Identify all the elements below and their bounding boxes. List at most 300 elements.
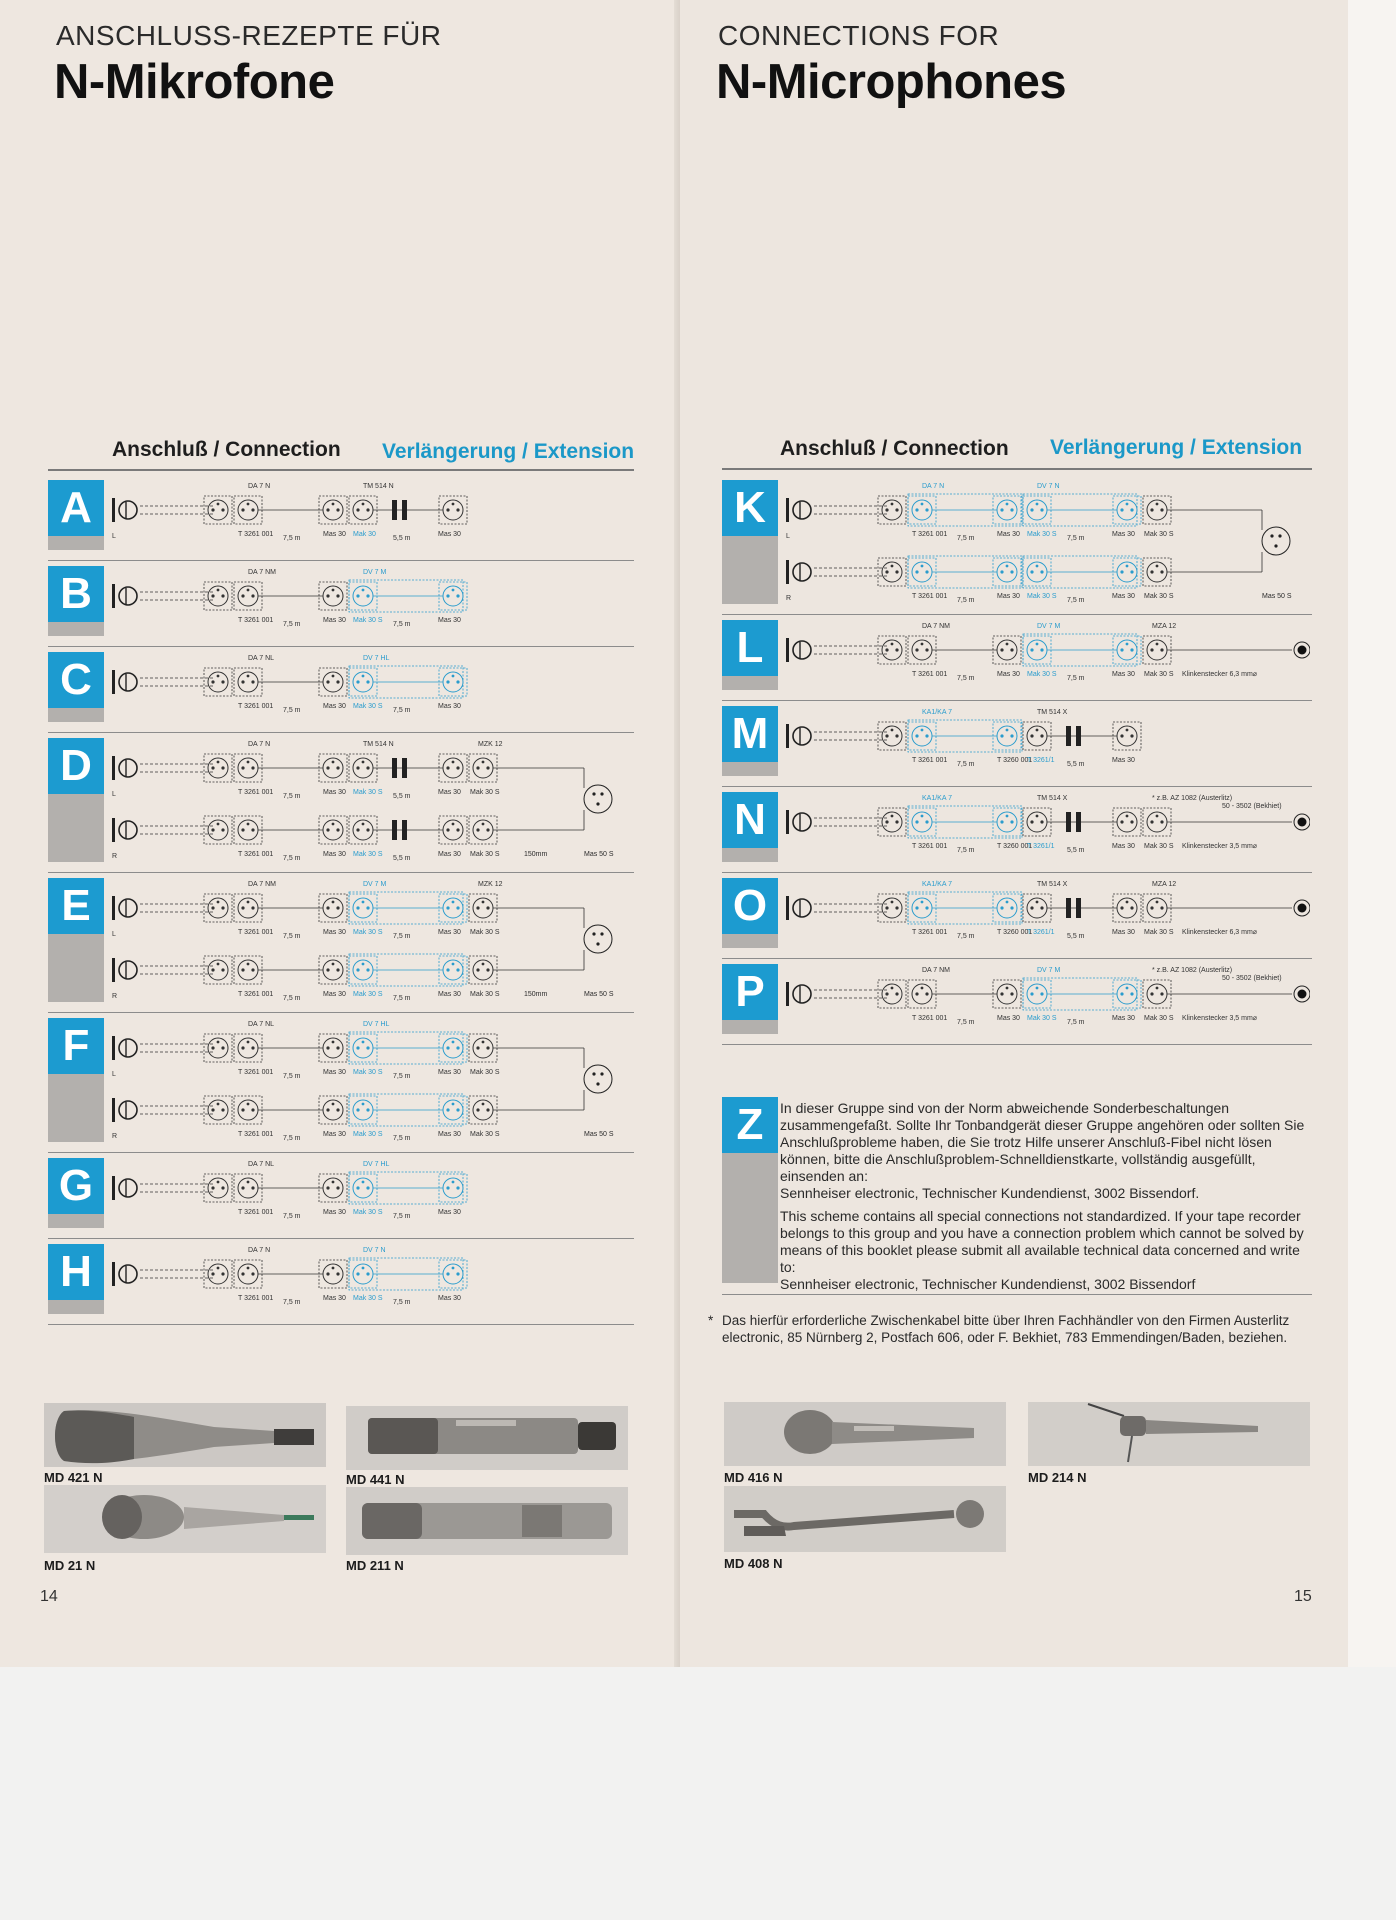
channel-0 xyxy=(112,1021,538,1080)
wiring-diagram xyxy=(108,1018,632,1148)
plug-6-pin xyxy=(1160,648,1163,651)
plug-4-pin xyxy=(366,1108,369,1111)
plug-1-pin xyxy=(895,734,898,737)
plug-4-pin xyxy=(362,1267,365,1270)
label-b1: T 3261 001 xyxy=(912,843,948,850)
plug-1-pin xyxy=(221,1108,224,1111)
plug-3-pin xyxy=(1006,643,1009,646)
label-b2: Mas 30 xyxy=(323,617,346,624)
plug-4-pin xyxy=(1036,901,1039,904)
row-z-letter: Z xyxy=(736,1100,764,1149)
plug-6-pin xyxy=(476,1046,479,1049)
plug-3-pin xyxy=(1006,901,1009,904)
plug-6-pin xyxy=(1150,508,1153,511)
label-len2: 5,5 m xyxy=(1067,761,1085,768)
label-a1: DA 7 N xyxy=(248,741,271,748)
plug-1-pin xyxy=(221,906,224,909)
plug-3-pin xyxy=(336,1108,339,1111)
row-letter: E xyxy=(61,881,91,930)
row-c xyxy=(48,652,634,728)
label-b5: Mak 30 S xyxy=(470,991,500,998)
label-b1: T 3261 001 xyxy=(238,789,274,796)
row-divider xyxy=(722,614,1312,615)
plug-5-pin xyxy=(446,680,449,683)
label-b2: Mas 30 xyxy=(323,789,346,796)
row-n xyxy=(722,792,1312,868)
channel-0 xyxy=(112,483,467,542)
plug-1-pin xyxy=(895,906,898,909)
label-b1: T 3261 001 xyxy=(238,1131,274,1138)
channel-0 xyxy=(786,483,1212,542)
channel-0 xyxy=(786,709,1141,768)
label-b4: Mas 30 xyxy=(1112,929,1135,936)
stereo-junction xyxy=(524,768,614,858)
plug-5-pin xyxy=(456,906,459,909)
plug-5-pin xyxy=(452,1041,455,1044)
mic-symbol-bar xyxy=(112,1036,115,1060)
transformer-icon xyxy=(1066,726,1071,746)
plug-2-pin xyxy=(925,992,928,995)
plug-2-pin xyxy=(251,766,254,769)
mic-symbol-bar xyxy=(786,498,789,522)
label-len1: 7,5 m xyxy=(283,793,301,800)
plug-3-pin xyxy=(1010,648,1013,651)
label-b3: T 3261/1 xyxy=(1027,843,1055,850)
label-len2: 7,5 m xyxy=(1067,597,1085,604)
label-b2: Mas 30 xyxy=(323,1131,346,1138)
left-header-rule xyxy=(48,469,634,471)
plug-2-pin xyxy=(241,906,244,909)
plug-1-pin xyxy=(217,503,220,506)
plug-4-pin xyxy=(1040,906,1043,909)
plug-3-pin xyxy=(1010,734,1013,737)
plug-2-pin xyxy=(247,589,250,592)
mic-symbol-bar xyxy=(112,498,115,522)
transformer-icon xyxy=(392,500,397,520)
plug-5-pin xyxy=(452,823,455,826)
transformer-icon xyxy=(392,758,397,778)
label-b3: Mak 30 S xyxy=(1027,671,1057,678)
row-g xyxy=(48,1158,634,1234)
plug-4-pin xyxy=(1030,648,1033,651)
plug-6-pin xyxy=(482,1041,485,1044)
plug-4-pin xyxy=(366,766,369,769)
plug-4-pin xyxy=(366,1272,369,1275)
transformer-icon xyxy=(1066,812,1071,832)
label-b3: Mak 30 S xyxy=(353,991,383,998)
plug-4-pin xyxy=(1040,508,1043,511)
plug-5-pin xyxy=(1126,815,1129,818)
label-b4: Mas 30 xyxy=(1112,757,1135,764)
din-pin xyxy=(600,792,603,795)
row-letter-grey-bar xyxy=(48,1300,104,1314)
label-len1: 7,5 m xyxy=(957,847,975,854)
left-kicker: ANSCHLUSS-REZEPTE FÜR xyxy=(56,20,442,51)
plug-5-pin xyxy=(456,1108,459,1111)
plug-4-pin xyxy=(356,1272,359,1275)
wiring-diagram xyxy=(108,878,632,1008)
right-page xyxy=(680,0,1348,1667)
label-len2: 7,5 m xyxy=(1067,1019,1085,1026)
label-len2: 5,5 m xyxy=(1067,847,1085,854)
jack-icon-core xyxy=(1298,646,1307,655)
label-b4: Mas 30 xyxy=(1112,671,1135,678)
plug-2-pin xyxy=(251,968,254,971)
label-a2: DV 7 M xyxy=(363,569,387,576)
plug-6-pin xyxy=(476,828,479,831)
label-len1: 7,5 m xyxy=(957,675,975,682)
plug-3-pin xyxy=(332,589,335,592)
label-b3: Mak 30 S xyxy=(353,617,383,624)
plug-3-pin xyxy=(332,1267,335,1270)
plug-4-pin xyxy=(356,680,359,683)
plug-5-pin xyxy=(1120,570,1123,573)
plug-5-pin xyxy=(1130,508,1133,511)
plug-2-pin xyxy=(921,643,924,646)
plug-3-pin xyxy=(326,766,329,769)
plug-5-pin xyxy=(1120,906,1123,909)
mic-photo-md416n xyxy=(724,1402,1006,1466)
mic-symbol-bar xyxy=(112,584,115,608)
plug-4-pin xyxy=(362,963,365,966)
plug-4-pin xyxy=(362,1103,365,1106)
channel-0 xyxy=(786,881,1310,940)
label-a2: DV 7 HL xyxy=(363,655,390,662)
row-z xyxy=(722,1097,1312,1292)
mic-symbol xyxy=(119,1179,137,1197)
label-len2: 7,5 m xyxy=(393,621,411,628)
row-letter: N xyxy=(734,795,766,844)
plug-3-pin xyxy=(336,594,339,597)
label-a1: DA 7 NL xyxy=(248,1021,275,1028)
plug-5-pin xyxy=(446,766,449,769)
plug-5-pin xyxy=(456,766,459,769)
label-b2: Mas 30 xyxy=(997,531,1020,538)
plug-1-pin xyxy=(217,823,220,826)
plug-3-pin xyxy=(336,968,339,971)
label-len2: 5,5 m xyxy=(1067,933,1085,940)
plug-2-pin xyxy=(247,761,250,764)
channel-0 xyxy=(786,623,1310,682)
plug-5-pin xyxy=(1126,565,1129,568)
label-len1: 7,5 m xyxy=(283,1213,301,1220)
label-len1: 7,5 m xyxy=(283,855,301,862)
wiring-diagram xyxy=(108,738,632,868)
plug-1-pin xyxy=(885,734,888,737)
din-pin xyxy=(1274,544,1277,547)
plug-3-pin xyxy=(1000,992,1003,995)
channel-label: R xyxy=(112,1133,118,1140)
mic-label-md408n: MD 408 N xyxy=(724,1556,783,1571)
right-header-rule xyxy=(722,468,1312,470)
plug-1-pin xyxy=(211,766,214,769)
row-divider xyxy=(48,1152,634,1153)
plug-3-pin xyxy=(332,823,335,826)
label-len2: 7,5 m xyxy=(393,995,411,1002)
plug-2-pin xyxy=(251,1186,254,1189)
plug-3-pin xyxy=(332,1041,335,1044)
row-a xyxy=(48,480,634,556)
plug-1-pin xyxy=(211,1108,214,1111)
label-b6: Klinkenstecker 6,3 mm⌀ xyxy=(1182,929,1258,936)
label-b2: Mas 30 xyxy=(323,851,346,858)
label-len1: 7,5 m xyxy=(283,1073,301,1080)
plug-6-pin xyxy=(1156,987,1159,990)
plug-2-pin xyxy=(241,766,244,769)
label-b5: Mak 30 S xyxy=(470,929,500,936)
plug-2-pin xyxy=(921,503,924,506)
mic-label-md21n: MD 21 N xyxy=(44,1558,96,1573)
din-socket-icon xyxy=(584,1065,612,1093)
label-a1: DA 7 NL xyxy=(248,655,275,662)
label-a2: DV 7 M xyxy=(1037,967,1061,974)
plug-4-pin xyxy=(362,675,365,678)
mic-label-md211n: MD 211 N xyxy=(346,1558,404,1573)
plug-6-pin xyxy=(486,906,489,909)
plug-5-pin xyxy=(456,828,459,831)
din-socket-icon xyxy=(1262,527,1290,555)
plug-1-pin xyxy=(217,761,220,764)
row-d xyxy=(48,738,634,868)
plug-4-pin xyxy=(1036,565,1039,568)
plug-4-pin xyxy=(356,508,359,511)
label-b2: Mas 30 xyxy=(323,1295,346,1302)
plug-4-pin xyxy=(366,828,369,831)
label-b4: Mas 30 xyxy=(1112,531,1135,538)
plug-5-pin xyxy=(1130,992,1133,995)
label-b2: T 3260 001 xyxy=(997,843,1033,850)
plug-5-pin xyxy=(452,1103,455,1106)
plug-4-pin xyxy=(356,828,359,831)
plug-1-pin xyxy=(217,1267,220,1270)
plug-6-pin xyxy=(1160,570,1163,573)
label-b4: Mas 30 xyxy=(438,929,461,936)
plug-5-pin xyxy=(446,968,449,971)
label-end: Mas 50 S xyxy=(1262,593,1292,600)
jack-icon-core xyxy=(1298,904,1307,913)
din-socket-icon xyxy=(584,785,612,813)
stereo-junction xyxy=(538,1048,614,1138)
label-b2: Mas 30 xyxy=(323,1209,346,1216)
row-letter: G xyxy=(58,1161,94,1210)
plug-2-pin xyxy=(915,906,918,909)
plug-4-pin xyxy=(1030,570,1033,573)
plug-1-pin xyxy=(885,508,888,511)
plug-4-pin xyxy=(1036,729,1039,732)
plug-1-pin xyxy=(891,643,894,646)
plug-2-pin xyxy=(925,734,928,737)
right-col-extension: Verlängerung / Extension xyxy=(1050,436,1303,459)
channel-0 xyxy=(786,967,1310,1026)
plug-5-pin xyxy=(446,906,449,909)
plug-1-pin xyxy=(885,648,888,651)
plug-1-pin xyxy=(891,815,894,818)
label-b5: Mak 30 S xyxy=(470,851,500,858)
plug-1-pin xyxy=(217,1181,220,1184)
plug-3-pin xyxy=(326,1046,329,1049)
label-b4: Mas 30 xyxy=(438,851,461,858)
plug-2-pin xyxy=(921,987,924,990)
plug-5-pin xyxy=(1120,508,1123,511)
plug-1-pin xyxy=(221,1272,224,1275)
plug-4-pin xyxy=(366,680,369,683)
label-b1: T 3261 001 xyxy=(238,617,274,624)
label-b4: Mas 30 xyxy=(438,1209,461,1216)
row-letter-grey-bar xyxy=(722,536,778,604)
mic-symbol-bar xyxy=(786,638,789,662)
plug-1-pin xyxy=(211,680,214,683)
plug-3-pin xyxy=(1010,906,1013,909)
label-len2: 7,5 m xyxy=(393,1213,411,1220)
plug-4-pin xyxy=(1036,987,1039,990)
plug-1-pin xyxy=(885,992,888,995)
row-letter: B xyxy=(60,569,92,618)
row-letter: P xyxy=(735,967,765,1016)
row-b xyxy=(48,566,634,642)
footnote xyxy=(708,1312,1308,1345)
plug-5-pin xyxy=(452,675,455,678)
plug-2-pin xyxy=(241,968,244,971)
plug-4-pin xyxy=(356,906,359,909)
label-b5: Mak 30 S xyxy=(1144,531,1174,538)
mic-symbol-bar xyxy=(112,896,115,920)
plug-4-pin xyxy=(362,823,365,826)
plug-3-pin xyxy=(332,761,335,764)
mic-photo-md211n xyxy=(346,1487,628,1555)
label-a3: MZK 12 xyxy=(478,881,503,888)
label-len1: 7,5 m xyxy=(957,761,975,768)
mic-symbol-bar xyxy=(786,810,789,834)
right-page-number: 15 xyxy=(1294,1588,1312,1605)
plug-4-pin xyxy=(362,1041,365,1044)
plug-4-pin xyxy=(356,1046,359,1049)
label-b4: Mas 30 xyxy=(438,789,461,796)
plug-6-pin xyxy=(1160,820,1163,823)
label-a4: 50 - 3502 (Bekhiet) xyxy=(1222,975,1282,982)
label-b4: Mas 30 xyxy=(1112,843,1135,850)
plug-3-pin xyxy=(336,766,339,769)
plug-3-pin xyxy=(336,1186,339,1189)
label-b2: Mas 30 xyxy=(323,1069,346,1076)
mic-symbol-bar xyxy=(112,1098,115,1122)
row-letter-grey-bar xyxy=(722,762,778,776)
plug-4-pin xyxy=(356,968,359,971)
stereo-junction xyxy=(1212,510,1292,600)
plug-3-pin xyxy=(1000,734,1003,737)
row-letter: C xyxy=(60,655,92,704)
plug-3-pin xyxy=(1000,906,1003,909)
channel-label: R xyxy=(112,853,118,860)
label-b4: Mas 30 xyxy=(1112,1015,1135,1022)
plug-4-pin xyxy=(362,901,365,904)
plug-4-pin xyxy=(356,594,359,597)
label-b5: Mak 30 S xyxy=(470,789,500,796)
plug-6-pin xyxy=(476,968,479,971)
plug-1-pin xyxy=(217,963,220,966)
row-divider xyxy=(48,1324,634,1325)
plug-3-pin xyxy=(332,675,335,678)
din-pin xyxy=(592,792,595,795)
label-a2: TM 514 N xyxy=(363,741,394,748)
plug-2-pin xyxy=(251,1046,254,1049)
label-b3: Mak 30 S xyxy=(353,1295,383,1302)
plug-5-pin xyxy=(446,1186,449,1189)
plug-2-pin xyxy=(247,1181,250,1184)
plug-5-pin xyxy=(1126,729,1129,732)
plug-4-pin xyxy=(356,1108,359,1111)
footnote-text: Das hierfür erforderliche Zwischenkabel bitte über Ihren Fachhändler von den Firmen Austerlitz electronic, 85 Nürnberg 2, Postfach 606, oder F. Bekhiet, 783 Emmendingen/Baden, beziehen. xyxy=(722,1313,1290,1345)
channel-0 xyxy=(112,1161,467,1220)
channel-label: R xyxy=(786,595,792,602)
plug-3-pin xyxy=(1000,570,1003,573)
plug-5-pin xyxy=(452,503,455,506)
plug-6-pin xyxy=(1156,815,1159,818)
plug-1-pin xyxy=(217,675,220,678)
label-b1: T 3261 001 xyxy=(238,1069,274,1076)
plug-1-pin xyxy=(211,1186,214,1189)
mic-photo-md421n xyxy=(44,1403,326,1467)
label-b3: T 3261/1 xyxy=(1027,757,1055,764)
label-len2: 7,5 m xyxy=(393,933,411,940)
plug-2-pin xyxy=(241,508,244,511)
label-b6: Klinkenstecker 6,3 mm⌀ xyxy=(1182,671,1258,678)
plug-3-pin xyxy=(332,1181,335,1184)
jack-icon-core xyxy=(1298,818,1307,827)
mic-symbol xyxy=(793,501,811,519)
label-a2: DV 7 HL xyxy=(363,1161,390,1168)
plug-3-pin xyxy=(1010,820,1013,823)
plug-3-pin xyxy=(1006,815,1009,818)
plug-4-pin xyxy=(1040,734,1043,737)
row-letter-grey-bar xyxy=(48,934,104,1002)
mic-symbol xyxy=(793,563,811,581)
channel-0 xyxy=(112,655,467,714)
mic-symbol-bar xyxy=(112,818,115,842)
plug-1-pin xyxy=(221,594,224,597)
plug-2-pin xyxy=(251,828,254,831)
plug-2-pin xyxy=(915,648,918,651)
label-b4: Mas 30 xyxy=(438,1069,461,1076)
channel-label: L xyxy=(786,533,790,540)
plug-4-pin xyxy=(356,766,359,769)
label-a3: MZA 12 xyxy=(1152,881,1177,888)
label-b3: T 3261/1 xyxy=(1027,929,1055,936)
plug-5-pin xyxy=(452,901,455,904)
label-b1: T 3261 001 xyxy=(238,703,274,710)
plug-6-pin xyxy=(476,906,479,909)
mic-symbol-bar xyxy=(786,560,789,584)
plug-5-pin xyxy=(446,508,449,511)
plug-5-pin xyxy=(452,963,455,966)
row-f xyxy=(48,1018,634,1148)
label-b1: T 3261 001 xyxy=(912,757,948,764)
label-b4: Mas 30 xyxy=(438,617,461,624)
plug-1-pin xyxy=(895,820,898,823)
plug-3-pin xyxy=(326,968,329,971)
plug-5-pin xyxy=(1126,503,1129,506)
label-a3: * z.B. AZ 1082 (Austerlitz) xyxy=(1152,967,1233,974)
label-a2: DV 7 N xyxy=(1037,483,1060,490)
plug-3-pin xyxy=(326,680,329,683)
label-len1: 7,5 m xyxy=(957,597,975,604)
label-b4: Mas 30 xyxy=(438,1295,461,1302)
plug-1-pin xyxy=(211,1046,214,1049)
row-letter-grey-bar xyxy=(722,848,778,862)
label-b1: T 3261 001 xyxy=(238,1209,274,1216)
plug-1-pin xyxy=(891,729,894,732)
plug-1-pin xyxy=(211,1272,214,1275)
mic-symbol-bar xyxy=(786,982,789,1006)
